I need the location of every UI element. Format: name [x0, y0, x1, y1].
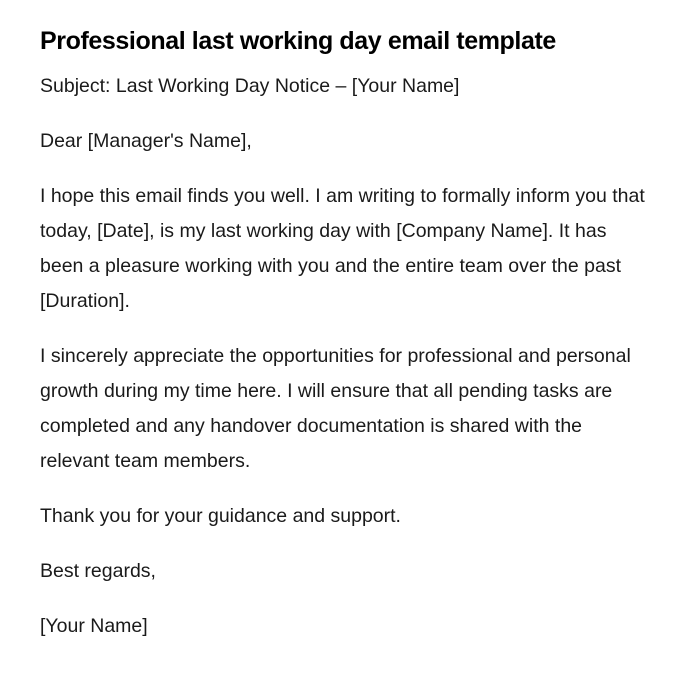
email-subject-line: Subject: Last Working Day Notice – [Your Name]	[40, 75, 460, 97]
email-body-paragraph-1: I hope this email finds you well. I am writing to formally inform you that today, [Date], is my last working day with [Company Name]. It has been a pleasure working with you and the entire team over the past [Duration].	[40, 185, 645, 312]
email-body-paragraph-2: I sincerely appreciate the opportunities for professional and personal growth during my time here. I will ensure that all pending tasks are completed and any handover documentation is shared with the relevant team members.	[40, 345, 631, 472]
email-signature: [Your Name]	[40, 615, 148, 637]
email-thanks-line: Thank you for your guidance and support.	[40, 505, 401, 527]
email-closing: Best regards,	[40, 560, 156, 582]
email-template-document	[40, 22, 650, 664]
email-greeting: Dear [Manager's Name],	[40, 130, 252, 152]
page-title: Professional last working day email template	[40, 27, 556, 55]
